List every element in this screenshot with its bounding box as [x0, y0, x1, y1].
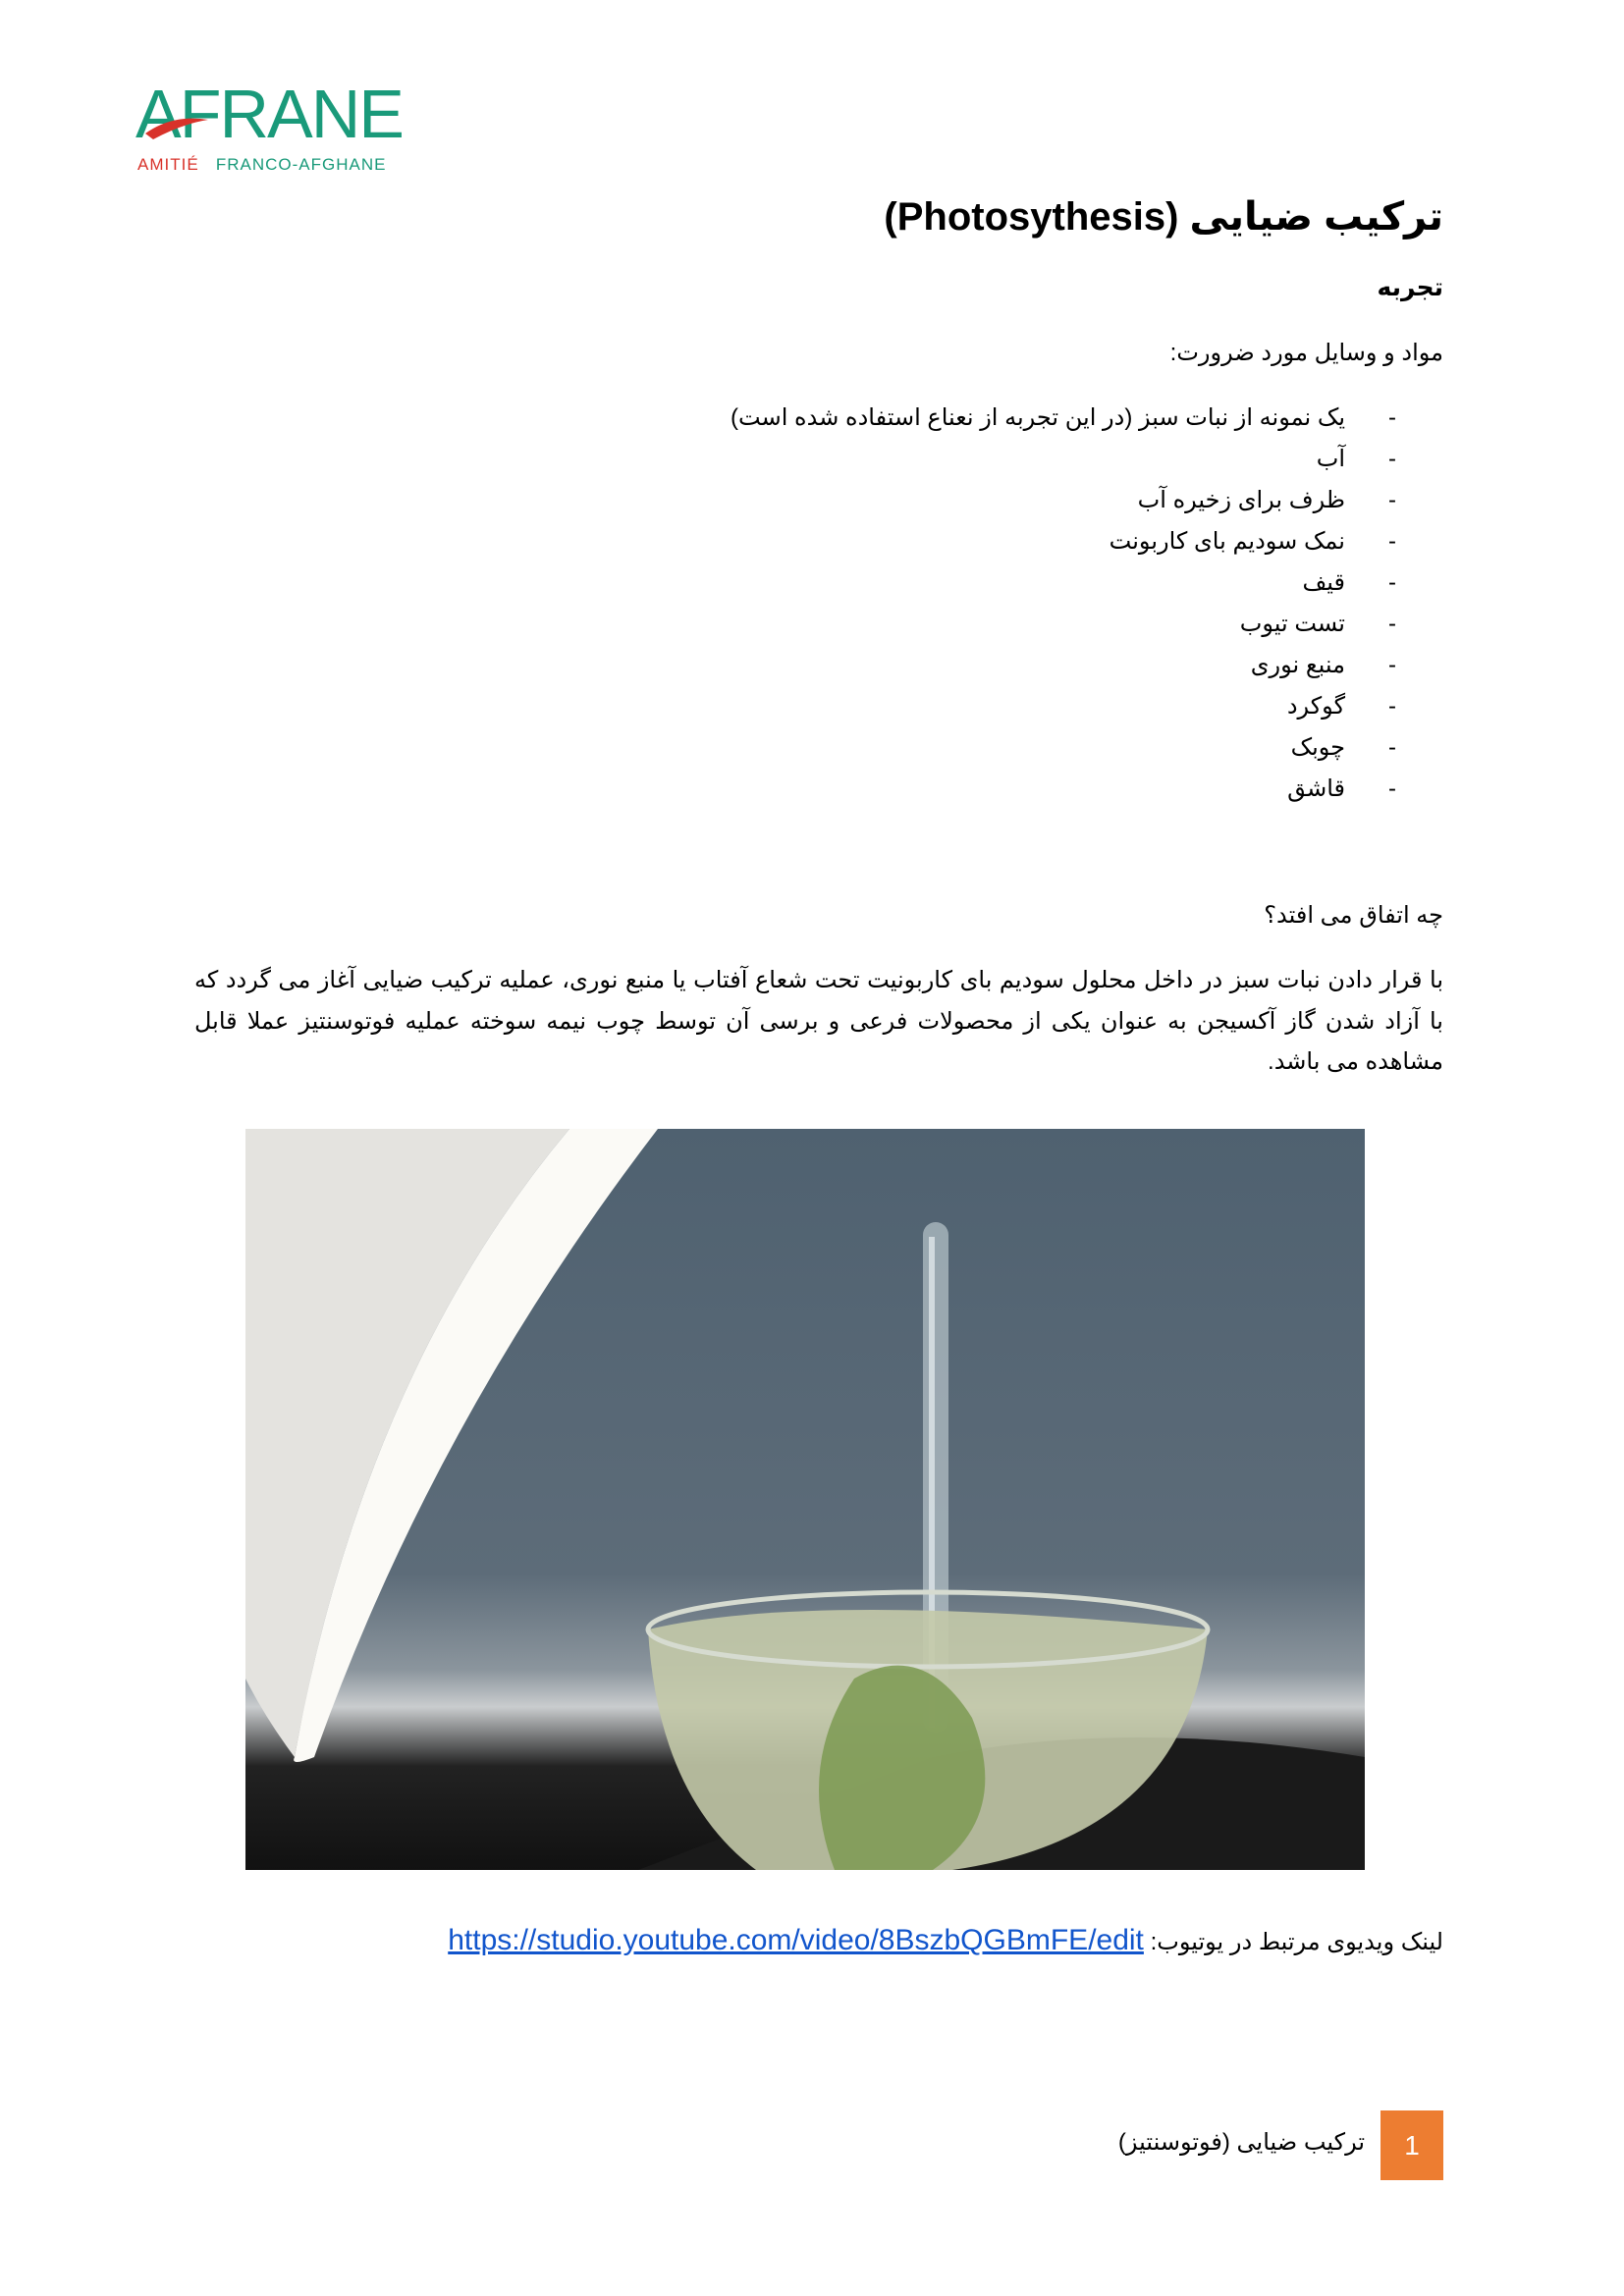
body-paragraph: با قرار دادن نبات سبز در داخل محلول سودیم بای کاربونیت تحت شعاع آفتاب یا منبع نوری، عملیه ترکیب ضیایی آغاز می گردد که با آزاد شدن گاز آکسیجن به عنوان یکی از محصولات فرعی و برسی آن توسط چوب نیمه سوخته عملیه فوتوسنتیز عملا قابل مشاهده می باشد. — [194, 967, 1443, 1075]
afrane-logo — [135, 75, 420, 178]
list-item — [658, 480, 1443, 521]
logo-swoosh-icon — [143, 112, 212, 141]
logo-wordmark: AFRANE — [135, 76, 403, 152]
bullet: - — [1388, 652, 1396, 678]
video-link[interactable]: https://studio.youtube.com/video/8BszbQGBmFE/edit — [448, 1924, 1144, 1956]
footer-title: ترکیب ضیایی (فوتوسنتیز) — [1117, 2129, 1365, 2156]
page-title: ترکیب ضیایی (Photosythesis) — [884, 195, 1443, 239]
bullet: - — [1388, 693, 1396, 720]
item-text: قیف — [1302, 569, 1345, 596]
bullet: - — [1388, 446, 1396, 472]
list-item — [658, 521, 1443, 562]
list-item — [658, 686, 1443, 727]
bullet: - — [1388, 487, 1396, 513]
bullet: - — [1388, 404, 1396, 431]
item-text: گوکرد — [1286, 693, 1345, 720]
logo-tagline — [137, 155, 386, 175]
list-item — [658, 562, 1443, 604]
tagline-red: AMITIÉ — [137, 155, 199, 174]
list-item — [658, 439, 1443, 480]
list-item — [658, 727, 1443, 769]
item-text: ظرف برای زخیره آب — [1137, 487, 1345, 513]
list-item — [658, 645, 1443, 686]
item-text: قاشق — [1287, 775, 1345, 802]
list-item — [658, 769, 1443, 810]
video-link-line — [448, 1924, 1443, 1957]
list-item — [658, 398, 1443, 439]
bullet: - — [1388, 734, 1396, 761]
question-heading: چه اتفاق می افتد؟ — [1264, 902, 1443, 929]
item-text: آب — [1316, 446, 1345, 472]
bullet: - — [1388, 569, 1396, 596]
item-text: منبع نوری — [1250, 652, 1345, 678]
materials-heading: مواد و وسایل مورد ضرورت: — [1169, 340, 1443, 366]
video-link-label: لینک ویدیوی مرتبط در یوتیوب: — [1150, 1929, 1443, 1955]
item-text: چوبک — [1290, 734, 1345, 761]
bullet: - — [1388, 775, 1396, 802]
experiment-photo — [245, 1129, 1365, 1870]
item-text: تست تیوب — [1239, 611, 1345, 637]
materials-list — [658, 398, 1443, 810]
bullet: - — [1388, 611, 1396, 637]
section-heading: تجربه — [1377, 274, 1443, 301]
bullet: - — [1388, 528, 1396, 555]
item-text: یک نمونه از نبات سبز (در این تجربه از نعناع استفاده شده است) — [731, 404, 1345, 431]
photo-illustration — [245, 1129, 1365, 1870]
page-number-badge: 1 — [1380, 2110, 1443, 2180]
item-text: نمک سودیم بای کاربونت — [1109, 528, 1345, 555]
list-item — [658, 604, 1443, 645]
tagline-green: FRANCO-AFGHANE — [215, 155, 387, 174]
